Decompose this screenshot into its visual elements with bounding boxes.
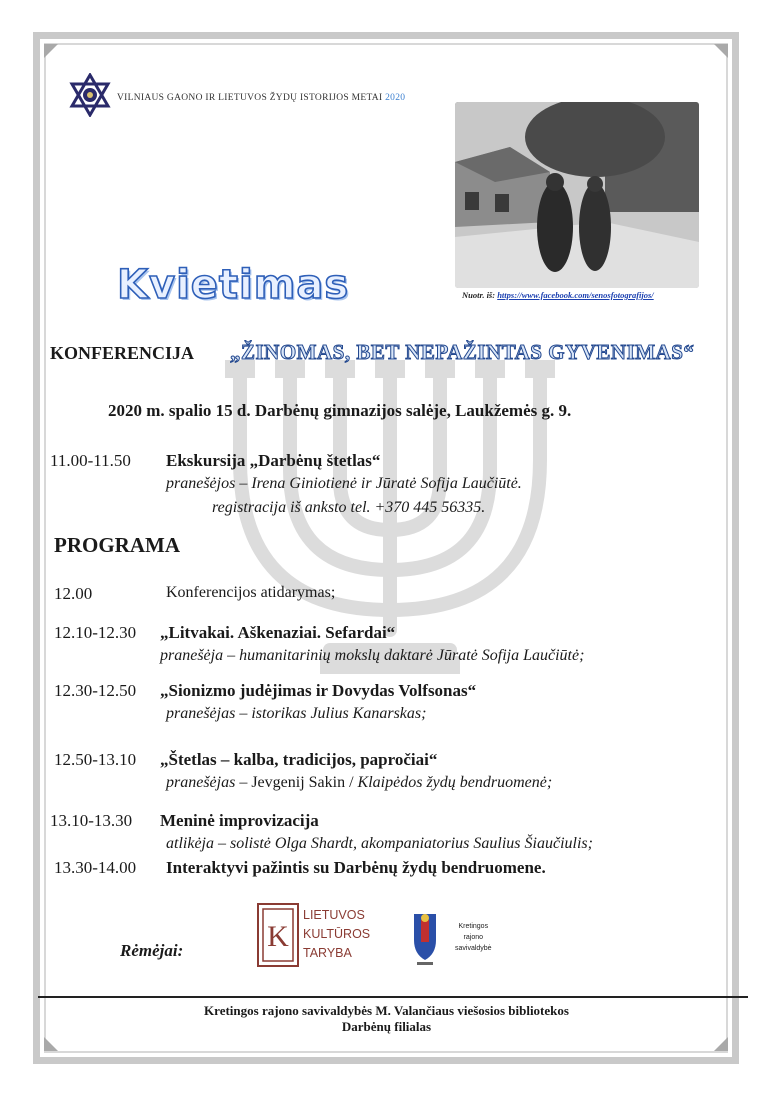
program-title: Meninė improvizacija — [160, 811, 319, 830]
header-org-text: VILNIAUS GAONO IR LIETUVOS ŽYDŲ ISTORIJOS METAI 2020 — [117, 93, 406, 103]
historic-street-photo — [455, 102, 699, 288]
program-title: „Štetlas – kalba, tradicijos, papročiai“ — [160, 750, 438, 769]
program-time: 12.30-12.50 — [54, 681, 137, 700]
kretinga-coat-of-arms-icon — [411, 906, 439, 968]
lithuanian-culture-council-logo-icon — [256, 902, 300, 968]
program-time: 13.10-13.30 — [50, 811, 133, 830]
conference-title: „ŽINOMAS, BET NEPAŽINTAS GYVENIMAS“ — [230, 340, 695, 364]
photo-credit-link[interactable]: https://www.facebook.com/senosfotografijos/ — [497, 290, 654, 300]
header-year: 2020 — [385, 93, 406, 103]
conference-label: KONFERENCIJA — [50, 343, 195, 363]
star-of-david-lion-logo-icon — [68, 73, 112, 117]
photo-scene-icon — [455, 102, 699, 288]
program-time: 12.50-13.10 — [54, 750, 137, 769]
corner-ornament — [714, 1037, 728, 1051]
program-heading: PROGRAMA — [54, 533, 180, 557]
footer-line-1: Kretingos rajono savivaldybės M. Valančiaus viešosios bibliotekos — [204, 1003, 569, 1018]
program-time: 13.30-14.00 — [54, 858, 137, 877]
excursion-registration: registracija iš anksto tel. +370 445 56335. — [212, 499, 486, 516]
program-time: 12.00 — [54, 584, 93, 603]
program-time: 12.10-12.30 — [54, 623, 137, 642]
event-date-location: 2020 m. spalio 15 d. Darbėnų gimnazijos salėje, Laukžemės g. 9. — [108, 401, 572, 420]
program-speaker: pranešėja – humanitarinių mokslų daktarė Jūratė Sofija Laučiūtė; — [160, 647, 585, 664]
sponsors-label: Rėmėjai: — [120, 941, 184, 960]
footer-line-2: Darbėnų filialas — [341, 1019, 432, 1034]
excursion-title: Ekskursija „Darbėnų štetlas“ — [166, 451, 381, 470]
program-speaker: atlikėja – solistė Olga Shardt, akompaniatorius Saulius Šiaučiulis; — [166, 835, 593, 852]
program-speaker: pranešėjas – istorikas Julius Kanarskas; — [166, 705, 427, 722]
program-speaker: pranešėjas – Jevgenij Sakin / Klaipėdos žydų bendruomenė; — [166, 774, 553, 791]
lkt-letter: K — [267, 920, 289, 953]
lithuanian-culture-council-text: LIETUVOS KULTŪROS TARYBA — [303, 908, 371, 960]
program-title: „Sionizmo judėjimas ir Dovydas Volfsonas“ — [160, 681, 477, 700]
program-title: Interaktyvi pažintis su Darbėnų žydų bendruomene. — [166, 858, 546, 877]
photo-credit: Nuotr. iš: https://www.facebook.com/senosfotografijos/ — [462, 290, 654, 300]
excursion-time: 11.00-11.50 — [50, 451, 131, 470]
excursion-presenters: pranešėjos – Irena Giniotienė ir Jūratė Sofija Laučiūtė. — [166, 475, 522, 492]
footer-divider — [38, 996, 748, 998]
program-title: Konferencijos atidarymas; — [166, 584, 336, 601]
kretinga-municipality-text: Kretingos rajono savivaldybė — [455, 923, 492, 952]
invitation-title: Kvietimas — [117, 262, 350, 308]
corner-ornament — [714, 44, 728, 58]
program-title: „Litvakai. Aškenaziai. Sefardai“ — [160, 623, 396, 642]
corner-ornament — [44, 1037, 58, 1051]
corner-ornament — [44, 44, 58, 58]
